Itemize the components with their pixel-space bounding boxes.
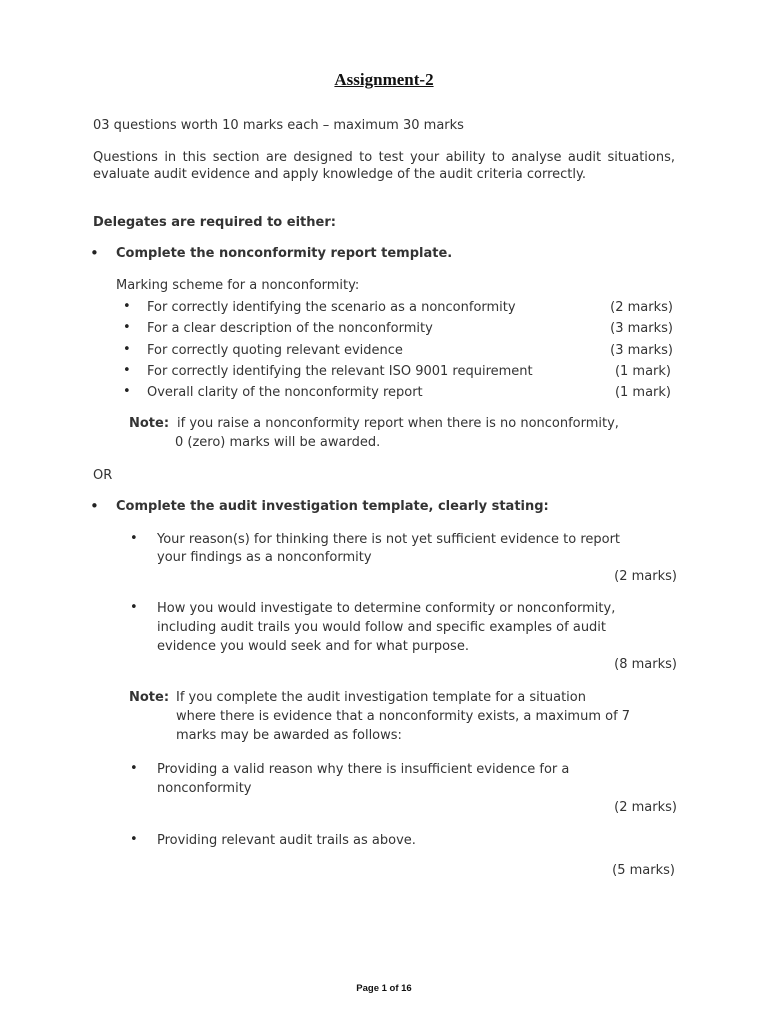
scheme-item-marks: (1 mark) (614, 385, 671, 400)
scheme-item-text: For correctly identifying the relevant ISO 9001 requirement (147, 364, 533, 379)
option1-heading: Complete the nonconformity report template. (116, 246, 453, 261)
award-item-text: nonconformity (157, 781, 252, 796)
bullet-icon: • (90, 497, 99, 515)
note-label: Note: (129, 416, 170, 431)
scheme-item-marks: (3 marks) (610, 321, 673, 336)
bullet-icon: • (130, 531, 138, 546)
investigation-item-text: How you would investigate to determine conformity or nonconformity, (157, 601, 616, 616)
note-text: If you complete the audit investigation template for a situation (176, 690, 586, 705)
or-label: OR (93, 468, 113, 483)
bullet-icon: • (90, 244, 99, 262)
investigation-item-text: your findings as a nonconformity (157, 550, 372, 565)
option2-heading: Complete the audit investigation template, clearly stating: (116, 499, 549, 514)
bullet-icon: • (123, 320, 131, 335)
marking-scheme-label: Marking scheme for a nonconformity: (116, 278, 360, 293)
note-label: Note: (129, 690, 170, 705)
investigation-item-text: Your reason(s) for thinking there is not yet sufficient evidence to report (157, 532, 621, 547)
bullet-icon: • (123, 299, 131, 314)
award-item-marks: (5 marks) (612, 863, 675, 878)
award-item-text: Providing relevant audit trails as above. (157, 833, 416, 848)
investigation-item-marks: (8 marks) (614, 657, 677, 672)
investigation-item-text: including audit trails you would follow and specific examples of audit (157, 620, 607, 635)
scheme-item-text: For correctly identifying the scenario as a nonconformity (147, 300, 516, 315)
page-number: Page 1 of 16 (356, 983, 412, 994)
page-title: Assignment-2 (334, 70, 434, 89)
bullet-icon: • (123, 363, 131, 378)
bullet-icon: • (123, 342, 131, 357)
scheme-item-text: For a clear description of the nonconformity (147, 321, 433, 336)
intro-paragraph: Questions in this section are designed to test your ability to analyse audit situations, evaluate audit evidence and apply knowledge of the audit criteria correctly. (93, 150, 675, 182)
scheme-item-marks: (3 marks) (610, 343, 673, 358)
bullet-icon: • (123, 384, 131, 399)
scheme-item-marks: (1 mark) (614, 364, 671, 379)
award-item-text: Providing a valid reason why there is insufficient evidence for a (157, 762, 570, 777)
bullet-icon: • (130, 832, 138, 847)
note-text: if you raise a nonconformity report when there is no nonconformity, (177, 416, 619, 431)
investigation-item-marks: (2 marks) (614, 569, 677, 584)
award-item-marks: (2 marks) (614, 800, 677, 815)
scheme-item-text: Overall clarity of the nonconformity report (147, 385, 423, 400)
note-text: 0 (zero) marks will be awarded. (175, 435, 381, 450)
delegates-label: Delegates are required to either: (93, 215, 336, 230)
scheme-item-marks: (2 marks) (610, 300, 673, 315)
note-text: where there is evidence that a nonconformity exists, a maximum of 7 (176, 709, 631, 724)
bullet-icon: • (130, 761, 138, 776)
note-text: marks may be awarded as follows: (176, 728, 402, 743)
bullet-icon: • (130, 600, 138, 615)
scheme-item-text: For correctly quoting relevant evidence (147, 343, 403, 358)
investigation-item-text: evidence you would seek and for what purpose. (157, 639, 469, 654)
subtitle: 03 questions worth 10 marks each – maximum 30 marks (93, 118, 464, 133)
